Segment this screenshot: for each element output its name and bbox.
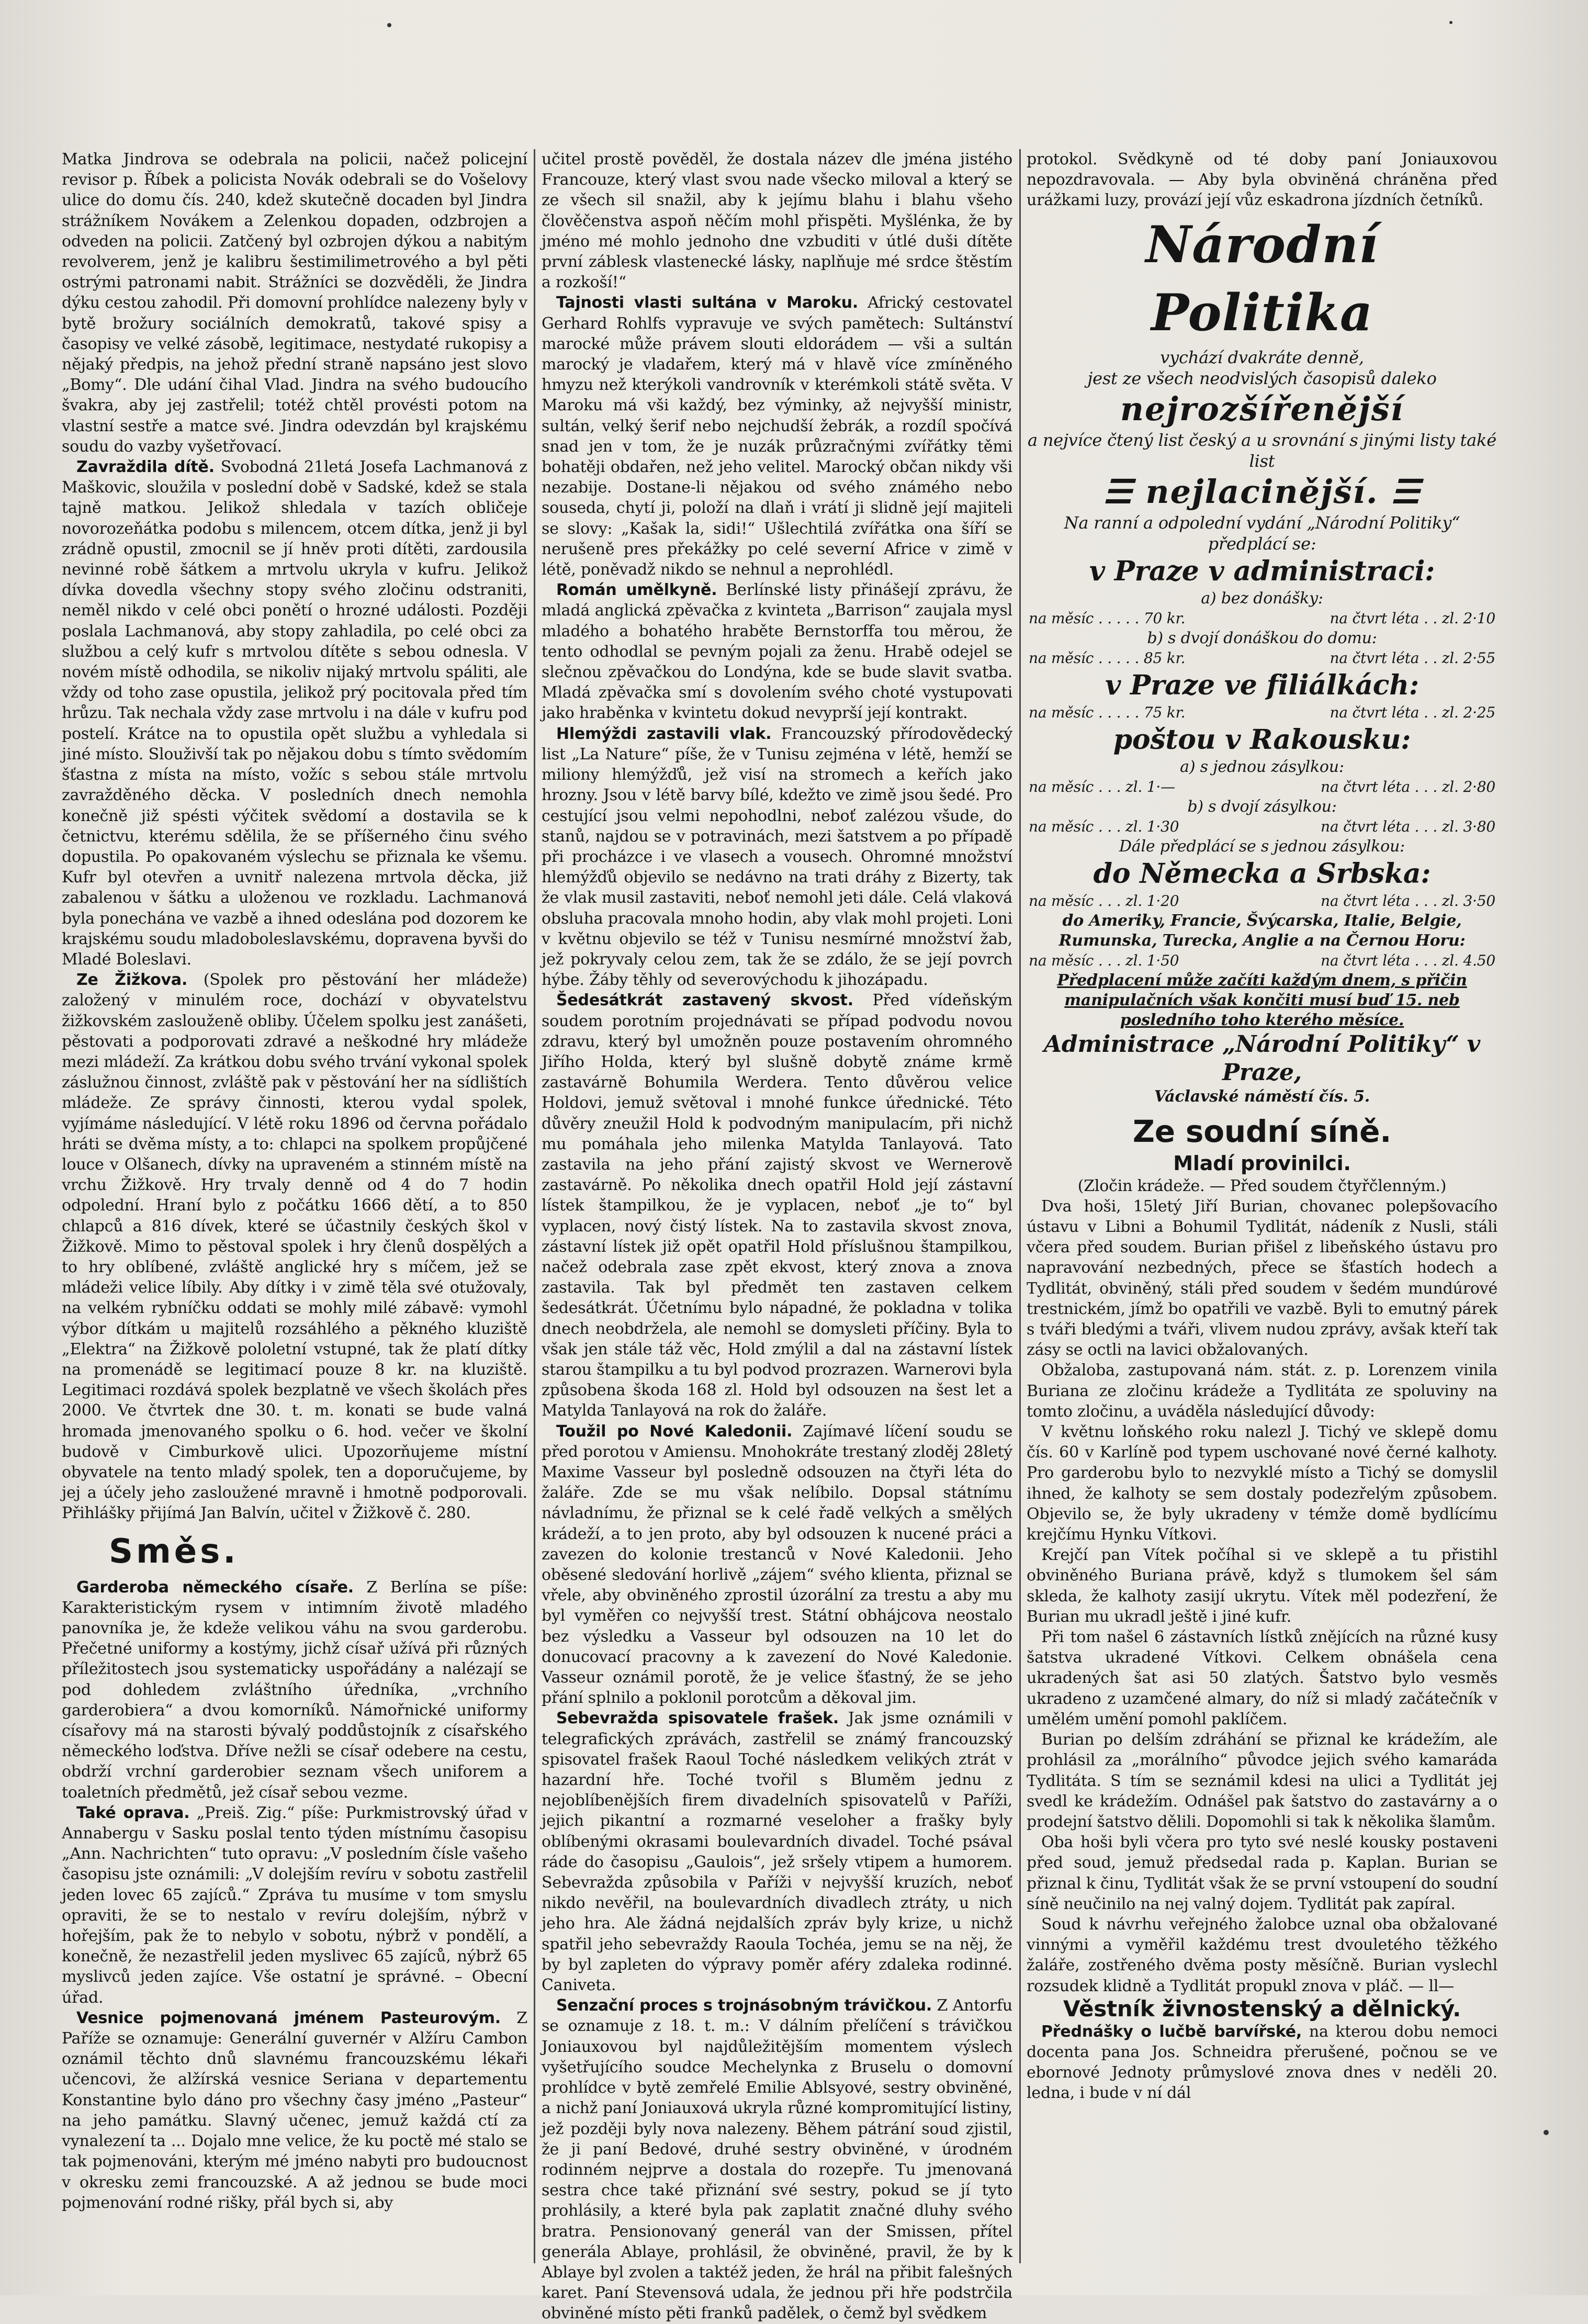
price-quarterly: na čtvrt léta . . . zl. 4.50 [1321,951,1495,969]
price-section-heading: v Praze v administraci: [1089,555,1435,587]
article-paragraph: V květnu loňského roku nalezl J. Tichý ve sklepě domu čís. 60 v Karlíně pod typem uschované nové černé kalhoty. Pro garderobu bylo to nezvyklé místo a Tichý se domyslil ihned, že kalhoty se sem dostaly podezřelým způsobem. Objevilo se, že byly ukradeny v témže domě bydlícímu krejčímu Hynku Vítkovi. [1027,1423,1497,1544]
price-monthly: na měsíc . . . . . 75 kr. [1029,703,1186,721]
price-row [1027,703,1497,723]
article-heading: Vesnice pojmenovaná jménem Pasteurovým. [76,2008,501,2027]
article-paragraph [62,970,527,1523]
article-text: Svobodná 21letá Josefa Lachmanová z Maškovic, sloužila v poslední době v Sadské, kdež se stala tajně matkou. Jelikož shledala v tazích obličeje novorozeňátka podobu s milencem, otcem dítka, jenž ji byl zrádně opustil, zmocnil se jí hněv proti dítěti, zardousila nevinné robě šátkem a mrtvolu ukryla v kufru. Jelikož dívka dovedla všechny stopy svého zločinu odstraniti, neměl nikdo v celé obci ponětí o hrozné události. Později poslala Lachmanová, aby stopy zahladila, po celé obci za službou a celý kufr s mrtvolou dítěte s sebou odnesla. V novém místě odhodila, se nikoliv nijaký mrtvolu spáliti, ale vždy od toho zase opustila, jelikož prý pocitovala před tím hrůzu. Tak nechala vždy zase mrtvolu i na dále v kufru pod postelí. Krátce na to opustila opět službu a vyhledala si jiné místo. Slouživší tak po nějakou dobu s tímto svědomím šťastna z místa na místo, vožíc s sebou stále mrtvolu zavražděného děcka. V posledních dnech nemohla konečně již spésti výčitek svědomí a dostavila se k četnictvu, kterému sdělila, že se příšerného činu svého dopustila. Po opakovaném výslechu se přiznala ke všemu. Kufr byl otevřen a uvnitř nalezena mrtvola děcka, již zabalenou v šátku a uloženou ve rozkladu. Lachmanová byla ponechána ve vazbě a ihned odeslána pod dozorem ke krajskému soudu mladoboleslavskému, dopravena byvši do Mladé Boleslavi. [62,458,527,969]
article-paragraph: Krejčí pan Vítek počíhal si ve sklepě a tu přistihl obviněného Buriana právě, když s tlumokem šel sám skleda, že kalhoty zasijí ukrytu. Vítek měl podezření, že Burian mu ukradl ještě i jiné kufr. [1027,1546,1497,1626]
subscription-advert [1027,211,1497,1107]
price-label: a) bez donášky: [1201,589,1323,608]
price-quarterly: na čtvrt léta . . . zl. 3·50 [1321,892,1495,910]
article-paragraph [1027,2022,1497,2104]
price-monthly: na měsíc . . . . . 70 kr. [1029,609,1186,627]
article-heading: Ze Žižkova. [76,971,188,990]
price-quarterly: na čtvrt léta . . zl. 2·25 [1330,703,1495,721]
advert-headline: nejrozšířenější [1120,389,1404,428]
article-heading: Sebevražda spisovatele frašek. [556,1709,839,1728]
article-text: Z Paříže se oznamuje: Generální guvernér v Alžíru Cambon oznámil těchto dnů slavnému francouzskému lékaři učencovi, že alžírská vesnice Seriana v departementu Konstantine bylo dáno pro všechny časy jméno „Pasteur“ na jeho památku. Slavný učenec, jemuž každá ctí za vynalezení ta ... Dojalo mne velice, že ku poctě mé stalo se tak pojmenováni, kterým mé jméno nabyti pro budoucnost v okresku zemi francouzské. A až jednou se bude moci pojmenování rodné rišky, přál bych si, aby [62,2008,528,2212]
article-text: (Spolek pro pěstování her mládeže) založený v minulém roce, dochází v obyvatelstvu žižkovském zaslouženě obliby. Účelem spolku jest zanášeti, pěstovati a podporovati zdravé a neškodné hry mládeže mezi mládeží. Za krátkou dobu svého trvání vykonal spolek záslužnou činnost, zvláště pak v pěstování her na sídlištích mládeže. Ze správy činnosti, kterou vydal spolek, vyjímáme následující. V létě roku 1896 od června pořádalo hráti se dvěma místy, a to: chlapci na spolkem propůjčené louce v Olšanech, dívky na upraveném a stinném místě na vrchu Žižkově. Hry trvaly denně od 4 do 7 hodin odpolední. Hraní bylo z počátku 1666 dětí, a to 850 chlapců a 816 dívek, které se účastnily českých škol v Žižkově. Mimo to pěstoval spolek i hry členů dospělých a to hry oblíbené, zvláště anglické hry s míčem, jež se mládeži velice líbily. Aby dítky i v zimě těla své otužovaly, na velkém rybníčku oddati se mohly milé zábavě: vymohl výbor dítkám u majitelů rozsáhlého a pěkného kluziště „Elektra“ na Žižkově pololetní vstupné, tak že platí dítky na promenádě se legitimací pouze 8 kr. na kluziště. Legitimaci rozdává spolek bezplatně ve všech školách přes 2000. Ve čtvrtek dne 30. t. m. konati se bude valná hromada jmenovaného spolku o 6. hod. večer ve školní budově v Cimburkově ulici. Upozorňujeme místní obyvatele na tento mladý spolek, ten a doporučujeme, by jej a účely jeho zasloužené mravně i hmotně podporovali. Přihlášky přijímá Jan Balvín, učitel v Žižkově č. 280. [62,971,527,1523]
column-1 [62,149,527,2263]
advert-note: Předplacení může začíti každým dnem, s přičin manipulačních však končiti musí buď 15. neb posledního toho kterého měsíce. [1057,971,1467,1029]
scan-speck [1449,21,1452,24]
article-paragraph: Dva hoši, 15letý Jiří Burian, chovanec polepšovacího ústavu v Libni a Bohumil Tydlitát, nádeník z Nusli, stáli včera před soudem. Burian přišel z libeňského ústavu pro napravování nezbedných, přece se šťastích hodech a Tydlitát, obviněný, stáli před soudem v šedém mundúrové trestnickém, jímž bo opatřili ve vazbě. Byli to emutný párek s tváři bledými a tváři, vlivem nudou zprávy, avšak kteří tak zásy se octli na lavici obžalovaných. [1027,1197,1497,1360]
article-text: „Preiš. Zig.“ píše: Purkmistrovský úřad v Annabergu v Sasku poslal tento týden místnímu časopisu „Ann. Nachrichten“ tuto opravu: „V posledním čísle vašeho časopisu jste oznámili: „V dolejším revíru v sobotu zastřelil jeden lovec 65 zajíců.“ Zpráva tu musíme v tom smyslu opraviti, že se to nestalo v revíru dolejším, nýbrž v hořejším, pak že to nebylo v sobotu, nýbrž v pondělí, a konečně, že nezastřelil jeden myslivec 65 zajíců, nýbrž 65 myslivců jeden zajíce. Vše ostatní je správné. – Obecní úřad. [62,1803,527,2007]
price-monthly: na měsíc . . . zl. 1·50 [1029,951,1179,969]
column-rule [534,149,535,2263]
price-row [1027,777,1497,797]
price-label: b) s dvojí zásylkou: [1187,797,1337,816]
price-label: do Ameriky, Francie, Švýcarska, Italie, Belgie, Rumunska, Turecka, Anglie a na Černou Horu: [1058,911,1466,950]
article-paragraph [542,1421,1012,1709]
price-section-heading: v Praze ve filiálkách: [1105,669,1419,701]
article-paragraph: Soud k návrhu veřejného žalobce uznal oba obžalované vinnými a vyměřil každému trest dvouletého těžkého žaláře, zostřeného dvěma posty měsíčně. Burian vyslechl rozsudek klidně a Tydlitát propukl znova v pláč. — ll— [1027,1915,1497,1995]
column-rule [1019,149,1021,2263]
advert-line: jest ze všech neodvislých časopisů daleko [1087,368,1437,388]
article-paragraph [542,1995,1012,2323]
article-paragraph: Burian po delším zdráhání se přiznal ke krádežím, ale prohlásil za „morálního“ původce jejich svého kamaráda Tydlitáta. S tím se seznámil kdesi na ulici a Tydlitát jej svedl ke krádežím. Odnášel pak šatstvo do zastavárny a o prodejní šatstvo dělili. Dopomohli si tak k několika šlamům. [1027,1731,1497,1831]
price-row [1027,817,1497,837]
article-heading: Senzační proces s trojnásobným trávičkou. [556,1996,932,2015]
equals-ornament-icon: ☰ [1378,472,1421,511]
advert-line: vychází dvakráte denně, [1160,347,1364,367]
article-text: Z Antorfu se oznamuje z 18. t. m.: V dálním přelíčení s trávičkou Joniauxovou byl najdůležitějším momentem výslech vyšetřujícího soudce Mechelynka z Bruselu o domovní prohlídce v bytě zemřelé Emilie Ablsyové, sestry obviněné, a nichž paní Joniauxová ukryla různé kompromitující listiny, jež později byly nova nalezeny. Během pátrání soud zjistil, že ji paní Bedové, druhé sestry obviněné, v úrodném rodinném nejprve a dostala do rozepře. Tu jmenovaná sestra chce také přiznání své sestry, pokud se jí tyto prohlásily, a které byla pak zaplatit značné dluhy svého bratra. Pensionovaný generál van der Smissen, přítel generála Ablaye, prohlásil, že obviněné, pravil, že by k Ablaye byl zvolen a taktéž jeden, že hrál na přibit falešných karet. Paní Stevensová udala, že jednou při hře podstrčila obviněné místo pěti franků padělek, o čemž byl svědkem [542,1996,1012,2323]
price-quarterly: na čtvrt léta . . zl. 2·55 [1330,649,1495,667]
article-heading: Tajnosti vlasti sultána v Maroku. [556,294,859,312]
article-text: Před vídeňským soudem porotním projednávati se případ podvodu novou zdravu, který byl umožněn pouze postavením ohromného Jiřího Holda, který byl slušně dobytě známe krmě zastavárně Bohumila Werdera. Tento důvěrou velice Holdovi, jemuž světoval i mnohé funkce úřednické. Této důvěry zneužil Hold k podvodným manipulacím, při nichž mu pomáhala jeho milenka Matylda Tanlayová. Tato zastavila na jeho přání zajistý skvost ve Wernerově zastavárně. Po několika dnech opatřil Hold její zástavní lístek štampilkou, že je vyplacen, neboť „je to“ byl vyplacen, nový čistý lístek. Na to zastavila skvost znova, zástavní lístek již opět opatřil Hold příslušnou štampilkou, načež odebrala zase zpět ekvost, který znova a znova zastavila. Tak byl předmět ten zastaven celkem šedesátkrát. Účetnímu bylo nápadné, že pokladna v tolika dnech neobdržela, ale nemohl se domysleti příčiny. Byla to však jen stále táž věc, Hold zmýlil a dal na zástavní lístek starou štampilku a tu byl podvod prozrazen. Warnerovi byla způsobena škoda 168 zl. Hold byl odsouzen na šest let a Matylda Tanlayová na rok do žaláře. [542,991,1013,1420]
section-title-smes: Směs. [109,1532,239,1571]
price-row [1027,891,1497,911]
scan-speck [387,23,391,27]
price-monthly: na měsíc . . . zl. 1·30 [1029,817,1179,835]
advert-headline-text: nejlacinější. [1145,472,1379,511]
scan-speck [1544,2130,1549,2135]
article-heading: Román umělkyně. [556,581,717,600]
price-section-heading: do Německa a Srbska: [1093,857,1431,890]
article-title: Mladí provinilci. [1173,1151,1351,1175]
article-paragraph [62,2008,527,2213]
article-text: Zajímavé líčení soudu se před porotou v Amiensu. Mnohokráte trestaný zloděj 28letý Maxime Vasseur byl posledně odsouzen na čtyři léta do žaláře. Zde se mu však nelíbilo. Dopsal státnímu návladnímu, že přiznal se k celé řadě velkých a smělých krádeží, a to jen proto, aby byl odsouzen k nucené práci a zavezen do kolonie trestanců v Nové Kaledonii. Jeho oběsené sledování horlivě „zájem“ svého klienta, přiznal se vřele, aby obviněného zprostil úzorální za trestu a aby mu byl vyměřen co nejvyšší trest. Státní obhájcova neostalo bez výsledku a Vasseur byl odsouzen na 10 let do donucovací pracovny a k zavezení do Nové Kaledonie. Vasseur oznámil porotě, že je velice šťastný, že se jeho přání splnilo a poklonil porotcům a děkoval jim. [542,1422,1013,1708]
article-text: Berlínské listy přinášejí zprávu, že mladá anglická zpěvačka z kvinteta „Barrison“ zaujala mysl mladého a bohatého hraběte Bernstorffa tou měrou, že tento odhodlal se pevným pojali za ženu. Hrabě odejel se slečnou zpěvačkou do Londýna, kde se bude slavit svatba. Mladá zpěvačka smí s dovolením svého choté vystupovati jako hraběnka v kvintetu dokud nevyprší její kontrakt. [542,581,1012,723]
advert-line: Na ranní a odpolední vydání „Národní Politiky“ předplácí se: [1064,512,1460,554]
section-title-vestnik: Věstník živnostenský a dělnický. [1063,1995,1461,2022]
article-heading: Také oprava. [76,1803,190,1822]
article-heading: Šedesátkrát zastavený skvost. [556,991,853,1010]
article-paragraph: Obžaloba, zastupovaná nám. stát. z. p. Lorenzem vinila Buriana ze zločinu krádeže a Tydlitáta ze spoluviny na tomto zločinu, a uváděla následující důvody: [1027,1361,1497,1421]
article-kicker: (Zločin krádeže. — Před soudem čtyřčlenným.) [1077,1176,1447,1195]
price-row [1027,951,1497,971]
article-paragraph [62,457,527,970]
article-paragraph [62,1577,527,1803]
article-paragraph [542,724,1012,991]
price-monthly: na měsíc . . . zl. 1·20 [1029,892,1179,910]
price-section-heading: poštou v Rakousku: [1113,723,1411,756]
advert-address: Administrace „Národní Politiky“ v Praze, [1043,1030,1481,1086]
article-paragraph [542,990,1012,1421]
article-heading: Přednášky o lučbě barvířské, [1041,2022,1302,2041]
article-paragraph [62,1803,527,2008]
price-monthly: na měsíc . . . zl. 1·— [1029,778,1175,795]
price-quarterly: na čtvrt léta . . zl. 2·10 [1330,609,1495,627]
price-row [1027,609,1497,628]
price-row [1027,648,1497,668]
article-paragraph: protokol. Svědkyně od té doby paní Joniauxovou nepozdravovala. — Aby byla obviněná chráněna před urážkami luzy, provází její vůz eskadrona jízdních četníků. [1027,150,1497,210]
article-text: Jak jsme oznámili v telegrafických zprávách, zastřelil se známý francouzský spisovatel frašek Raoul Toché následkem velikých ztrát v hazardní hře. Toché tvořil s Bluměm jednu z nejoblíbenějších firem divadelních spisovatelů v Paříži, jejich pikantní a rozmarné veseloher a frašky byly oblíbenými okrasami boulevardních divadel. Toché psával ráde do časopisu „Gaulois“, jež sršely vtipem a humorem. Sebevražda způsobila v Paříži v nejvyšší kruzích, neboť nikdo nevěřil, na boulevardních divadlech ztráty, u nich jeho hra. Ale žádná nejdalších zpráv byly krize, u nichž spatřil jeho sebevraždy Raoula Tochéa, jemu se na něj, že by byl zapleten do výpravy poměr aféry zdaleka rodinné. Caniveta. [542,1709,1013,1995]
article-paragraph [542,293,1012,580]
article-heading: Garderoba německého císaře. [76,1578,354,1597]
section-title-soud: Ze soudní síně. [1132,1113,1392,1149]
price-label: b) s dvojí donáškou do domu: [1147,628,1377,647]
price-quarterly: na čtvrt léta . . . zl. 2·80 [1321,778,1495,795]
article-text: Francouzský přírodovědecký list „La Nature“ píše, že v Tunisu zejména v létě, hemží se miliony hlemýžďů, jež visí na stromech a keřích jako hrozny. Jsou v létě barvy bílé, kdežto ve zimě jsou šedé. Pro cestující jsou velmi nepohodlni, neboť zalézou všude, do stanů, najdou se v potravinách, mezi šatstvem a po případě při procházce i ve vlasech a vousech. Ohromné množství hlemýžďů objevilo se nedávno na trati dráhy z Bizerty, tak že vlak musil zastaviti, neboť nemohl jeti dále. Celá vlaková obsluha pracovala mnoho hodin, aby vlak mohl projeti. Loni v květnu objevilo se též v Tunisu nesmírné množství žab, jež pokryvaly celou zem, tak že se zdálo, že se její povrch hýbe. Žáby těhly od severovýchodu k jihozápadu. [542,724,1013,990]
price-monthly: na měsíc . . . . . 85 kr. [1029,649,1186,667]
price-quarterly: na čtvrt léta . . . zl. 3·80 [1321,817,1495,835]
article-heading: Zavraždila dítě. [76,458,215,477]
price-label: Dále předplácí se s jednou zásylkou: [1119,837,1405,856]
masthead-title: Národní Politika [1145,215,1379,342]
article-heading: Hlemýždi zastavili vlak. [556,724,772,743]
advert-headline [1027,471,1497,512]
advert-line: a nejvíce čtený list český a u srovnání s jinými listy také list [1028,430,1496,471]
price-label: a) s jednou zásylkou: [1180,757,1344,776]
column-3 [1027,149,1497,2263]
article-text: Africký cestovatel Gerhard Rohlfs vypravuje ve svých pamětech: Sultánství marocké může právem slouti eldorádem — vši a sultán marocký je vladařem, který má v hlavě více zmíněného hmyzu než kterýkoli vandrovník v kterémkoli státě světa. V Maroku má vši každý, bez výminky, až nejvyšší ministr, sultán, velký šerif nebo nejchudší žebrák, a rozdíl spočívá snad jen v tom, že je nuzák průzračnými zvířátky těmi bohatěji obdařen, než jeho velitel. Marocký občan nikdy vši nezabije. Dostane-li nějakou od svého známého nebo souseda, chytí ji, položí na dlaň i vrátí ji slidně její majiteli se slovy: „Kašak la, sidi!“ Ušlechtilá zvířátka ona šíří se nerušeně pres překážky po celé severní Africe v zimě v létě, poněvadž nikdo se nehnul a neprohlédl. [542,294,1012,579]
column-2 [542,149,1013,2323]
article-paragraph: učitel prostě pověděl, že dostala název dle jména jistého Francouze, který vlast svou nade všecko miloval a který se ze všech sil snažil, aby k jejímu blahu i blahu všeho člověčenstva aspoň něčím mohl přispěti. Myšlénka, že by jméno mé mohlo jednoho dne vzbuditi v útlé duši dítěte první záblesk vlastenecké lásky, naplňuje mé srdce štěstím a rozkoší!“ [542,150,1012,292]
article-paragraph [542,580,1012,723]
advert-address-line: Václavské náměstí čís. 5. [1154,1087,1370,1106]
article-text: Z Berlína se píše: Karakteristickým rysem v intimním životě mladého panovníka je, že kdeže velikou váhu na svou garderobu. Přečetné uniformy a kostýmy, jichž císař užívá při různých příležitostech jsou systematicky uspořádány a nalézají se pod dohledem zvláštního úředníka, „vrchního garderobiera“ a dvou komorníků. Námořnické uniformy císařovy má na starosti bývalý poddůstojník z císařského německého loďstva. Dříve nežli se císař odebere na cestu, obdrží vrchní garderobier seznam všech uniforem a toaletních předmětů, jež císař sebou vezme. [62,1578,527,1802]
article-paragraph: Matka Jindrova se odebrala na policii, načež policejní revisor p. Říbek a policista Novák odebrali se do Vošelovy ulice do domu čís. 240, kdež skutečně docaden byl Jindra strážníkem Novákem a Zelenkou dopaden, odzbrojen a odveden na policii. Zatčený byl ozbrojen dýkou a nabitým revolverem, jenž je kalibru šestimilimetrového a byl pěti ostrými patronami nabit. Strážníci se dozvěděli, že Jindra dýku cestou zahodil. Při domovní prohlídce nalezeny byly v bytě brožury sociálních demokratů, takové spisy a časopisy ve velké zásobě, legitimace, nestydaté rukopisy a nějaký předpis, na jehož přední straně napsáno jest slovo „Bomy“. Dle udání čihal Vlad. Jindra na svého budoucího švakra, aby jej zastřelil; totéž chtěl provésti potom na vlastní sestře a matce své. Jindra odevzdán byl krajskému soudu do vazby vyšetřovací. [62,150,527,456]
article-paragraph: Při tom našel 6 zástavních lístků znějících na různé kusy šatstva ukradené Vítkovi. Celkem obnášela cena ukradených šat asi 50 zlatých. Šatstvo bylo vesměs ukradeno z uzamčené almary, do níž si mladý začátečník v umělém umění pomohl paklíčem. [1027,1628,1497,1728]
article-text: na kterou dobu nemoci docenta pana Jos. Schneidra přerušené, počnou se ve ebornové Jednoty průmyslové znova dnes v neděli 20. ledna, i bude v ní dál [1027,2022,1497,2103]
equals-ornament-icon: ☰ [1103,472,1146,511]
article-paragraph: Oba hoši byli včera pro tyto své neslé kousky postaveni před soud, jemuž předsedal rada p. Kaplan. Burian se přiznal k činu, Tydlitát však že se první vstoupení do soudní síně neučinilo na nej valný dojem. Tydlitát pak zapíral. [1027,1833,1497,1913]
article-heading: Toužil po Nové Kaledonii. [556,1422,793,1441]
article-paragraph [542,1708,1012,1995]
